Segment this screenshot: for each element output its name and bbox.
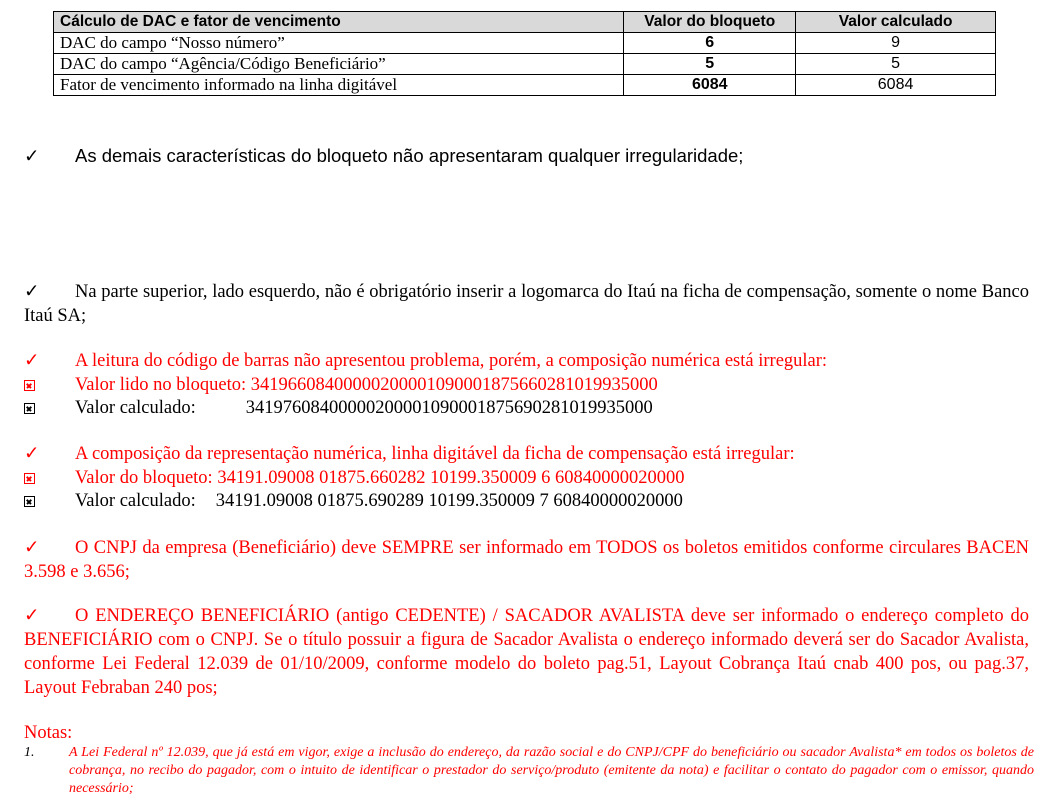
checkbox-x-icon — [24, 473, 35, 484]
row-calculated-value: 6084 — [796, 75, 996, 96]
item-linha-digitavel-title — [24, 442, 1029, 466]
barcode-read-value: 34196608400000200001090001875660281019935000 — [250, 375, 658, 395]
item-demais — [24, 144, 1029, 169]
row-bloqueto-value: 6084 — [624, 75, 796, 96]
digitable-line-calculated-value: 34191.09008 01875.690289 10199.350009 7 60840000020000 — [215, 491, 683, 511]
notes-title: Notas: — [24, 723, 73, 743]
item-codigo-barras-title — [24, 349, 1029, 373]
check-icon: ✓ — [24, 282, 40, 302]
table-header: Cálculo de DAC e fator de vencimento — [54, 12, 624, 33]
checkbox-x-icon — [24, 403, 35, 414]
item-text: O CNPJ da empresa (Beneficiário) deve SEMPRE ser informado em TODOS os boletos emitidos conforme circulares BACEN 3.598 e 3.656; — [24, 538, 1029, 582]
row-calculated-value: 9 — [796, 33, 996, 54]
table-header-row — [54, 12, 996, 33]
item-text: A composição da representação numérica, linha digitável da ficha de compensação está irregular: — [75, 444, 795, 464]
row-bloqueto-value: 5 — [624, 54, 796, 75]
item-logomarca — [24, 280, 1029, 328]
row-label: DAC do campo “Agência/Código Beneficiário” — [54, 54, 624, 75]
check-icon: ✓ — [24, 444, 40, 464]
value-label: Valor lido no bloqueto: — [75, 375, 247, 395]
table-row — [54, 75, 996, 96]
checkbox-x-icon — [24, 496, 35, 507]
check-icon: ✓ — [24, 147, 40, 167]
value-label: Valor calculado: — [75, 491, 196, 511]
table-header: Valor calculado — [796, 12, 996, 33]
row-bloqueto-value: 6 — [624, 33, 796, 54]
row-calculated-value: 5 — [796, 54, 996, 75]
item-codigo-barras-calc — [24, 396, 1029, 420]
check-icon: ✓ — [24, 538, 40, 558]
row-label: Fator de vencimento informado na linha digitável — [54, 75, 624, 96]
digitable-line-value: 34191.09008 01875.660282 10199.350009 6 60840000020000 — [217, 468, 685, 488]
item-text: O ENDEREÇO BENEFICIÁRIO (antigo CEDENTE) / SACADOR AVALISTA deve ser informado o endereço completo do BENEFICIÁRIO com o CNPJ. Se o título possuir a figura de Sacador Avalista o endereço informado deverá ser do Sacador Avalista, conforme Lei Federal 12.039 de 01/10/2009, conforme modelo do boleto pag.51, Layout Cobrança Itaú cnab 400 pos, ou pag.37, Layout Febraban 240 pos; — [24, 606, 1029, 698]
table-header: Valor do bloqueto — [624, 12, 796, 33]
item-endereco — [24, 604, 1029, 700]
item-text: Na parte superior, lado esquerdo, não é obrigatório inserir a logomarca do Itaú na ficha de compensação, somente o nome Banco Itaú SA; — [24, 282, 1029, 326]
check-icon: ✓ — [24, 606, 40, 626]
dac-table — [53, 11, 996, 96]
value-label: Valor do bloqueto: — [75, 468, 213, 488]
item-codigo-barras-lido — [24, 373, 1029, 397]
note-number: 1. — [24, 745, 35, 760]
value-label: Valor calculado: — [75, 398, 196, 418]
barcode-calculated-value: 34197608400000200001090001875690281019935000 — [245, 398, 653, 418]
item-text: A leitura do código de barras não apresentou problema, porém, a composição numérica está irregular: — [75, 351, 828, 371]
note-item — [24, 744, 1034, 798]
item-cnpj — [24, 536, 1029, 584]
row-label: DAC do campo “Nosso número” — [54, 33, 624, 54]
table-row — [54, 54, 996, 75]
item-linha-digitavel-calc — [24, 489, 1029, 513]
checkbox-x-icon — [24, 380, 35, 391]
item-linha-digitavel-bloqueto — [24, 466, 1029, 490]
item-text: As demais características do bloqueto não apresentaram qualquer irregularidade; — [75, 145, 744, 166]
note-text: A Lei Federal nº 12.039, que já está em vigor, exige a inclusão do endereço, da razão social e do CNPJ/CPF do beneficiário ou sacador Avalista* em todos os boletos de cobrança, no recibo do pagador, com o intuito de identificar o prestador do serviço/produto (emitente da nota) e facilitar o contato do pagador com o emissor, quando necessário; — [69, 745, 1034, 796]
table-row — [54, 33, 996, 54]
check-icon: ✓ — [24, 351, 40, 371]
